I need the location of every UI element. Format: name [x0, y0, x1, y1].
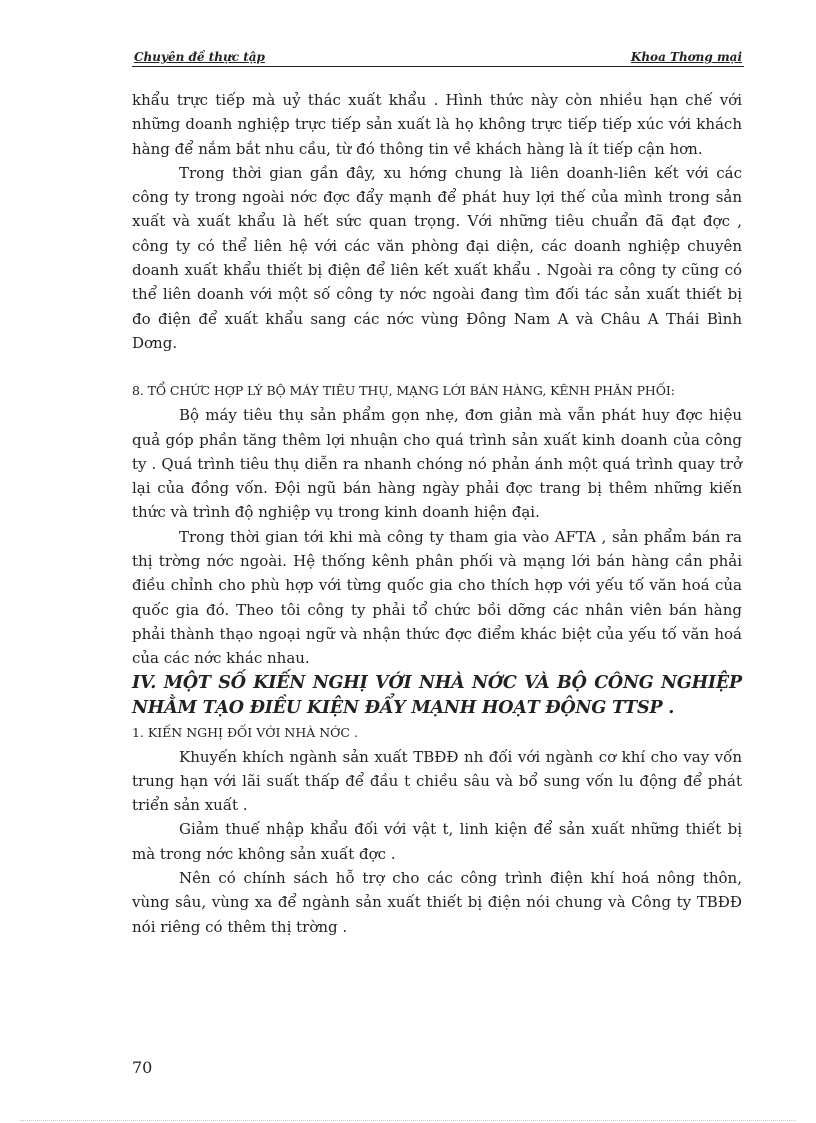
paragraph-afta-distribution: Trong thời gian tới khi mà công ty tham gia vào AFTA , sản phẩm bán ra thị trờng nớc ngoài. Hệ thống kênh phân phối và mạng lới bán hàng cần phải điều chỉnh cho phù hợp với từng quốc gia cho thích hợp với yếu tố văn hoá của quốc gia đó. Theo tôi công ty phải tổ chức bồi dỡng các nhân viên bán hàng phải thành thạo ngoại ngữ và nhận thức đợc điểm khác biệt của yếu tố văn hoá của các nớc khác nhau.	[132, 527, 742, 668]
header-department: Khoa Thơng mại	[630, 50, 742, 64]
header-course-title: Chuyên đề thực tập	[134, 50, 265, 64]
running-header	[132, 46, 744, 67]
bottom-dotted-rule	[20, 1120, 796, 1121]
paragraph-import-tax: Giảm thuế nhập khẩu đối với vật t, linh kiện để sản xuất những thiết bị mà trong nớc không sản xuất đợc .	[132, 820, 742, 863]
subsection-heading-1: 1. KIẾN NGHỊ ĐỐI VỚI NHÀ NỚC .	[132, 724, 358, 740]
section-heading-iv: IV. MỘT SỐ KIẾN NGHỊ VỚI NHÀ NỚC VÀ BỘ CÔNG NGHIỆP NHẰM TẠO ĐIỀU KIỆN ĐẨY MẠNH HOẠT ĐỘNG TTSP .	[132, 672, 742, 718]
paragraph-sales-apparatus: Bộ máy tiêu thụ sản phẩm gọn nhẹ, đơn giản mà vẫn phát huy đợc hiệu quả góp phần tăng thêm lợi nhuận cho quá trình sản xuất kinh doanh của công ty . Quá trình tiêu thụ diễn ra nhanh chóng nó phản ánh một quá trình quay trở lại của đồng vốn. Đội ngũ bán hàng ngày phải đợc trang bị thêm những kiến thức và trình độ nghiệp vụ trong kinh doanh hiện đại.	[132, 406, 742, 522]
paragraph-export-limitation: khẩu trực tiếp mà uỷ thác xuất khẩu . Hình thức này còn nhiều hạn chế với những doanh nghiệp trực tiếp sản xuất là họ không trực tiếp tiếp xúc với khách hàng để nắm bắt nhu cầu, từ đó thông tin về khách hàng là ít tiếp cận hơn.	[132, 91, 742, 158]
page-body	[132, 88, 742, 939]
paragraph-rural-electrification: Nên có chính sách hỗ trợ cho các công trình điện khí hoá nông thôn, vùng sâu, vùng xa để ngành sản xuất thiết bị điện nói chung và Công ty TBĐĐ nói riêng có thêm thị trờng .	[132, 869, 742, 936]
paragraph-joint-venture: Trong thời gian gần đây, xu hớng chung là liên doanh-liên kết với các công ty trong ngoài nớc đợc đẩy mạnh để phát huy lợi thế của mình trong sản xuất và xuất khẩu là hết sức quan trọng. Với những tiêu chuẩn đã đạt đợc , công ty có thể liên hệ với các văn phòng đại diện, các doanh nghiệp chuyên doanh xuất khẩu thiết bị điện để liên kết xuất khẩu . Ngoài ra công ty cũng có thể liên doanh với một số công ty nớc ngoài đang tìm đối tác sản xuất thiết bị đo điện để xuất khẩu sang các nớc vùng Đông Nam A và Châu A Thái Bình Dơng.	[132, 163, 742, 352]
paragraph-loan-incentive: Khuyến khích ngành sản xuất TBĐĐ nh đối với ngành cơ khí cho vay vốn trung hạn với lãi suất thấp để đầu t chiều sâu và bổ sung vốn lu động để phát triển sản xuất .	[132, 747, 742, 815]
page-number: 70	[132, 1058, 153, 1077]
section-heading-8: 8. TỔ CHỨC HỢP LÝ BỘ MÁY TIÊU THỤ, MẠNG LỚI BÁN HÀNG, KÊNH PHÂN PHỐI:	[132, 383, 675, 399]
